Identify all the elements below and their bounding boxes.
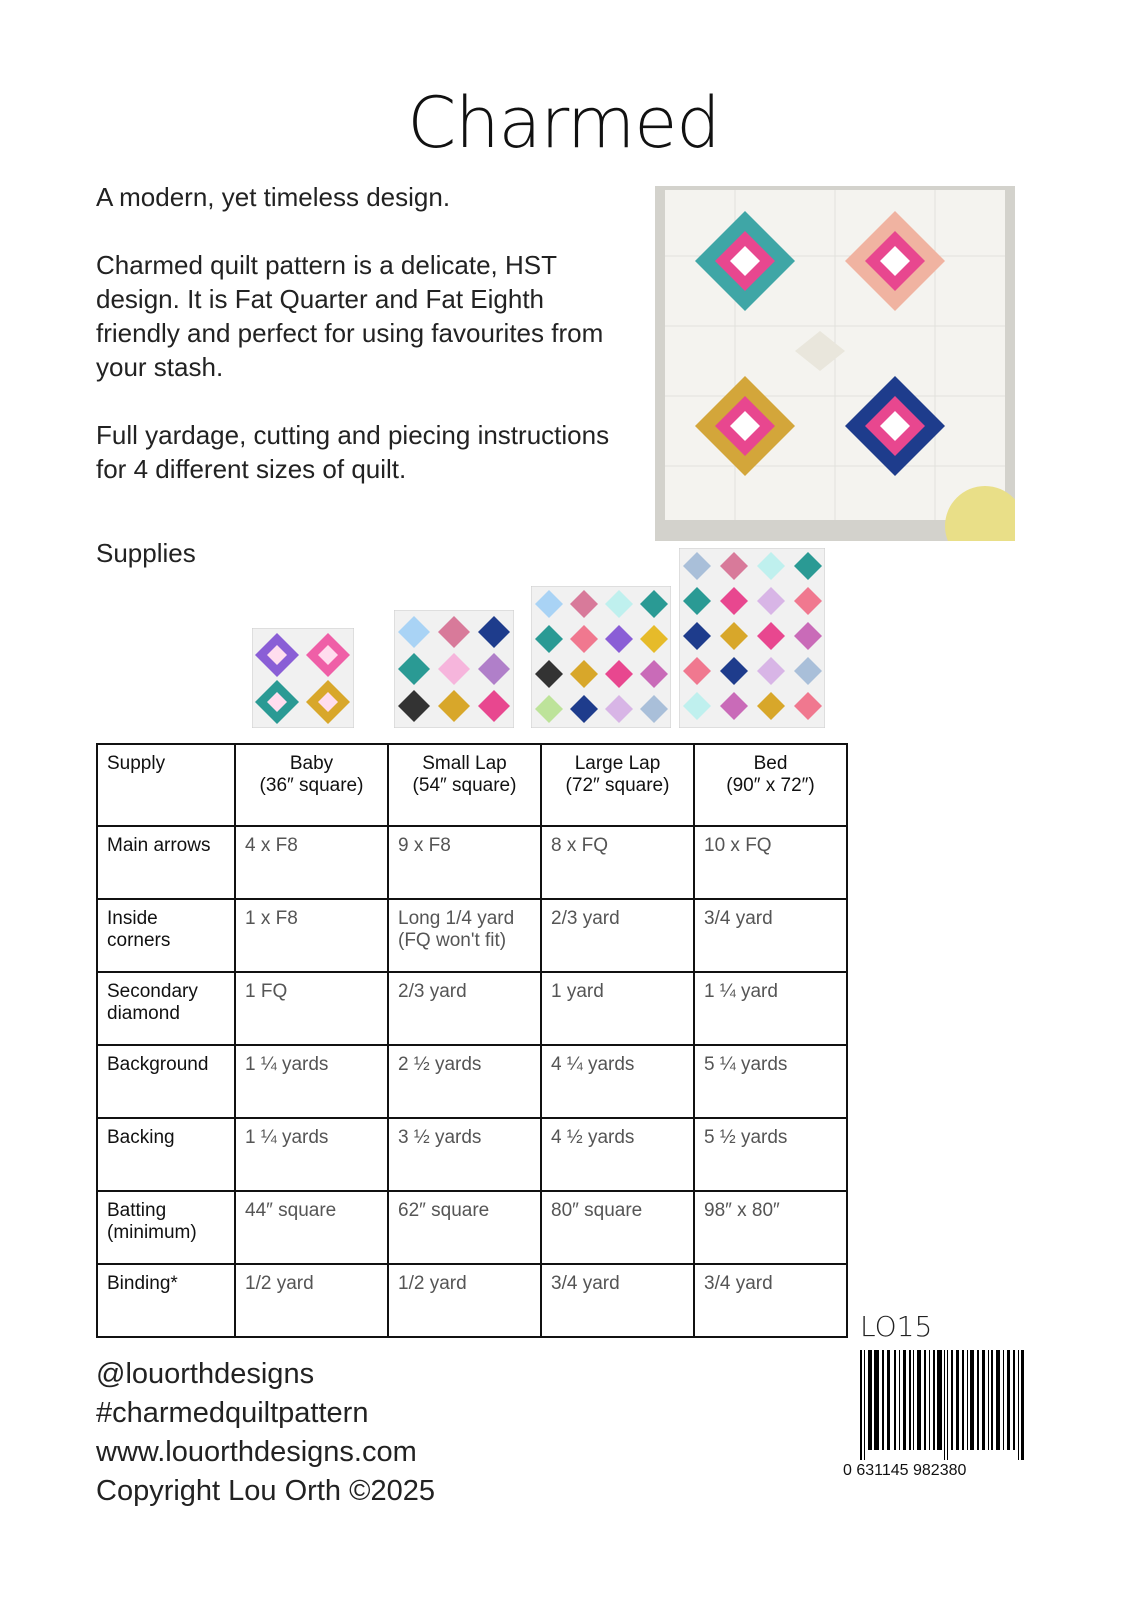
row-label: Backing [97, 1118, 235, 1191]
hashtag: #charmedquiltpattern [96, 1397, 369, 1429]
website: www.louorthdesigns.com [96, 1436, 417, 1468]
bed-quilt-thumbnail [679, 548, 825, 728]
supplies-heading: Supplies [96, 538, 196, 568]
cell: 4 ½ yards [541, 1118, 694, 1191]
quilt-photo [655, 186, 1015, 541]
cell: 9 x F8 [388, 826, 541, 899]
cell: 1 yard [541, 972, 694, 1045]
row-label: Background [97, 1045, 235, 1118]
cell: 2 ½ yards [388, 1045, 541, 1118]
header-large-lap [541, 744, 694, 826]
header-size-name: Large Lap [574, 753, 661, 774]
header-supply: Supply [97, 744, 235, 826]
cell: 1 ¼ yard [694, 972, 847, 1045]
row-label: Main arrows [97, 826, 235, 899]
cell: 5 ¼ yards [694, 1045, 847, 1118]
small-lap-quilt-thumbnail [394, 610, 514, 728]
header-small-lap [388, 744, 541, 826]
large-lap-quilt-thumbnail [531, 586, 671, 728]
barcode-number: 0 631145 982380 [843, 1462, 967, 1479]
cell: 8 x FQ [541, 826, 694, 899]
description: Charmed quilt pattern is a delicate, HST design. It is Fat Quarter and Fat Eighth friendly and perfect for using favourites from your stash. [96, 250, 604, 382]
header-size-name: Baby [289, 753, 334, 774]
cell: 3/4 yard [694, 899, 847, 972]
table-row [97, 1264, 847, 1337]
row-label: Binding* [97, 1264, 235, 1337]
table-row [97, 899, 847, 972]
header-size-dims: (54″ square) [412, 775, 517, 796]
table-row [97, 1118, 847, 1191]
header-size-dims: (72″ square) [565, 775, 670, 796]
tagline: A modern, yet timeless design. [96, 182, 451, 212]
cell: 4 x F8 [235, 826, 388, 899]
cell: 3 ½ yards [388, 1118, 541, 1191]
cell: 1 x F8 [235, 899, 388, 972]
cell: 1 ¼ yards [235, 1045, 388, 1118]
cell: 2/3 yard [541, 899, 694, 972]
cell: 4 ¼ yards [541, 1045, 694, 1118]
cell: 10 x FQ [694, 826, 847, 899]
header-size-dims: (90″ x 72″) [726, 775, 815, 796]
header-baby [235, 744, 388, 826]
table-row [97, 972, 847, 1045]
cell: 1/2 yard [388, 1264, 541, 1337]
table-row [97, 1045, 847, 1118]
supply-table [96, 743, 848, 1338]
cell: 44″ square [235, 1191, 388, 1264]
cell: 3/4 yard [694, 1264, 847, 1337]
header-size-name: Small Lap [422, 753, 507, 774]
cell: 2/3 yard [388, 972, 541, 1045]
instructions: Full yardage, cutting and piecing instructions for 4 different sizes of quilt. [96, 420, 610, 484]
pattern-title: Charmed [407, 82, 720, 164]
instagram-handle: @louorthdesigns [96, 1358, 315, 1390]
cell: 5 ½ yards [694, 1118, 847, 1191]
table-row [97, 826, 847, 899]
barcode-icon [860, 1350, 1025, 1460]
cell: 80″ square [541, 1191, 694, 1264]
table-header-row [97, 744, 847, 826]
copyright: Copyright Lou Orth ©2025 [96, 1475, 435, 1507]
cell: 3/4 yard [541, 1264, 694, 1337]
table-row [97, 1191, 847, 1264]
cell: 1 ¼ yards [235, 1118, 388, 1191]
intro-text [96, 180, 616, 520]
header-size-name: Bed [753, 753, 788, 774]
product-code: LO15 [860, 1310, 933, 1343]
row-label: Batting (minimum) [97, 1191, 235, 1264]
footer-contact [96, 1355, 435, 1511]
cell: 98″ x 80″ [694, 1191, 847, 1264]
cell: 62″ square [388, 1191, 541, 1264]
header-size-dims: (36″ square) [259, 775, 364, 796]
cell: 1 FQ [235, 972, 388, 1045]
header-bed [694, 744, 847, 826]
cell: 1/2 yard [235, 1264, 388, 1337]
row-label: Secondary diamond [97, 972, 235, 1045]
cell: Long 1/4 yard (FQ won't fit) [388, 899, 541, 972]
row-label: Inside corners [97, 899, 235, 972]
baby-quilt-thumbnail [252, 628, 354, 728]
